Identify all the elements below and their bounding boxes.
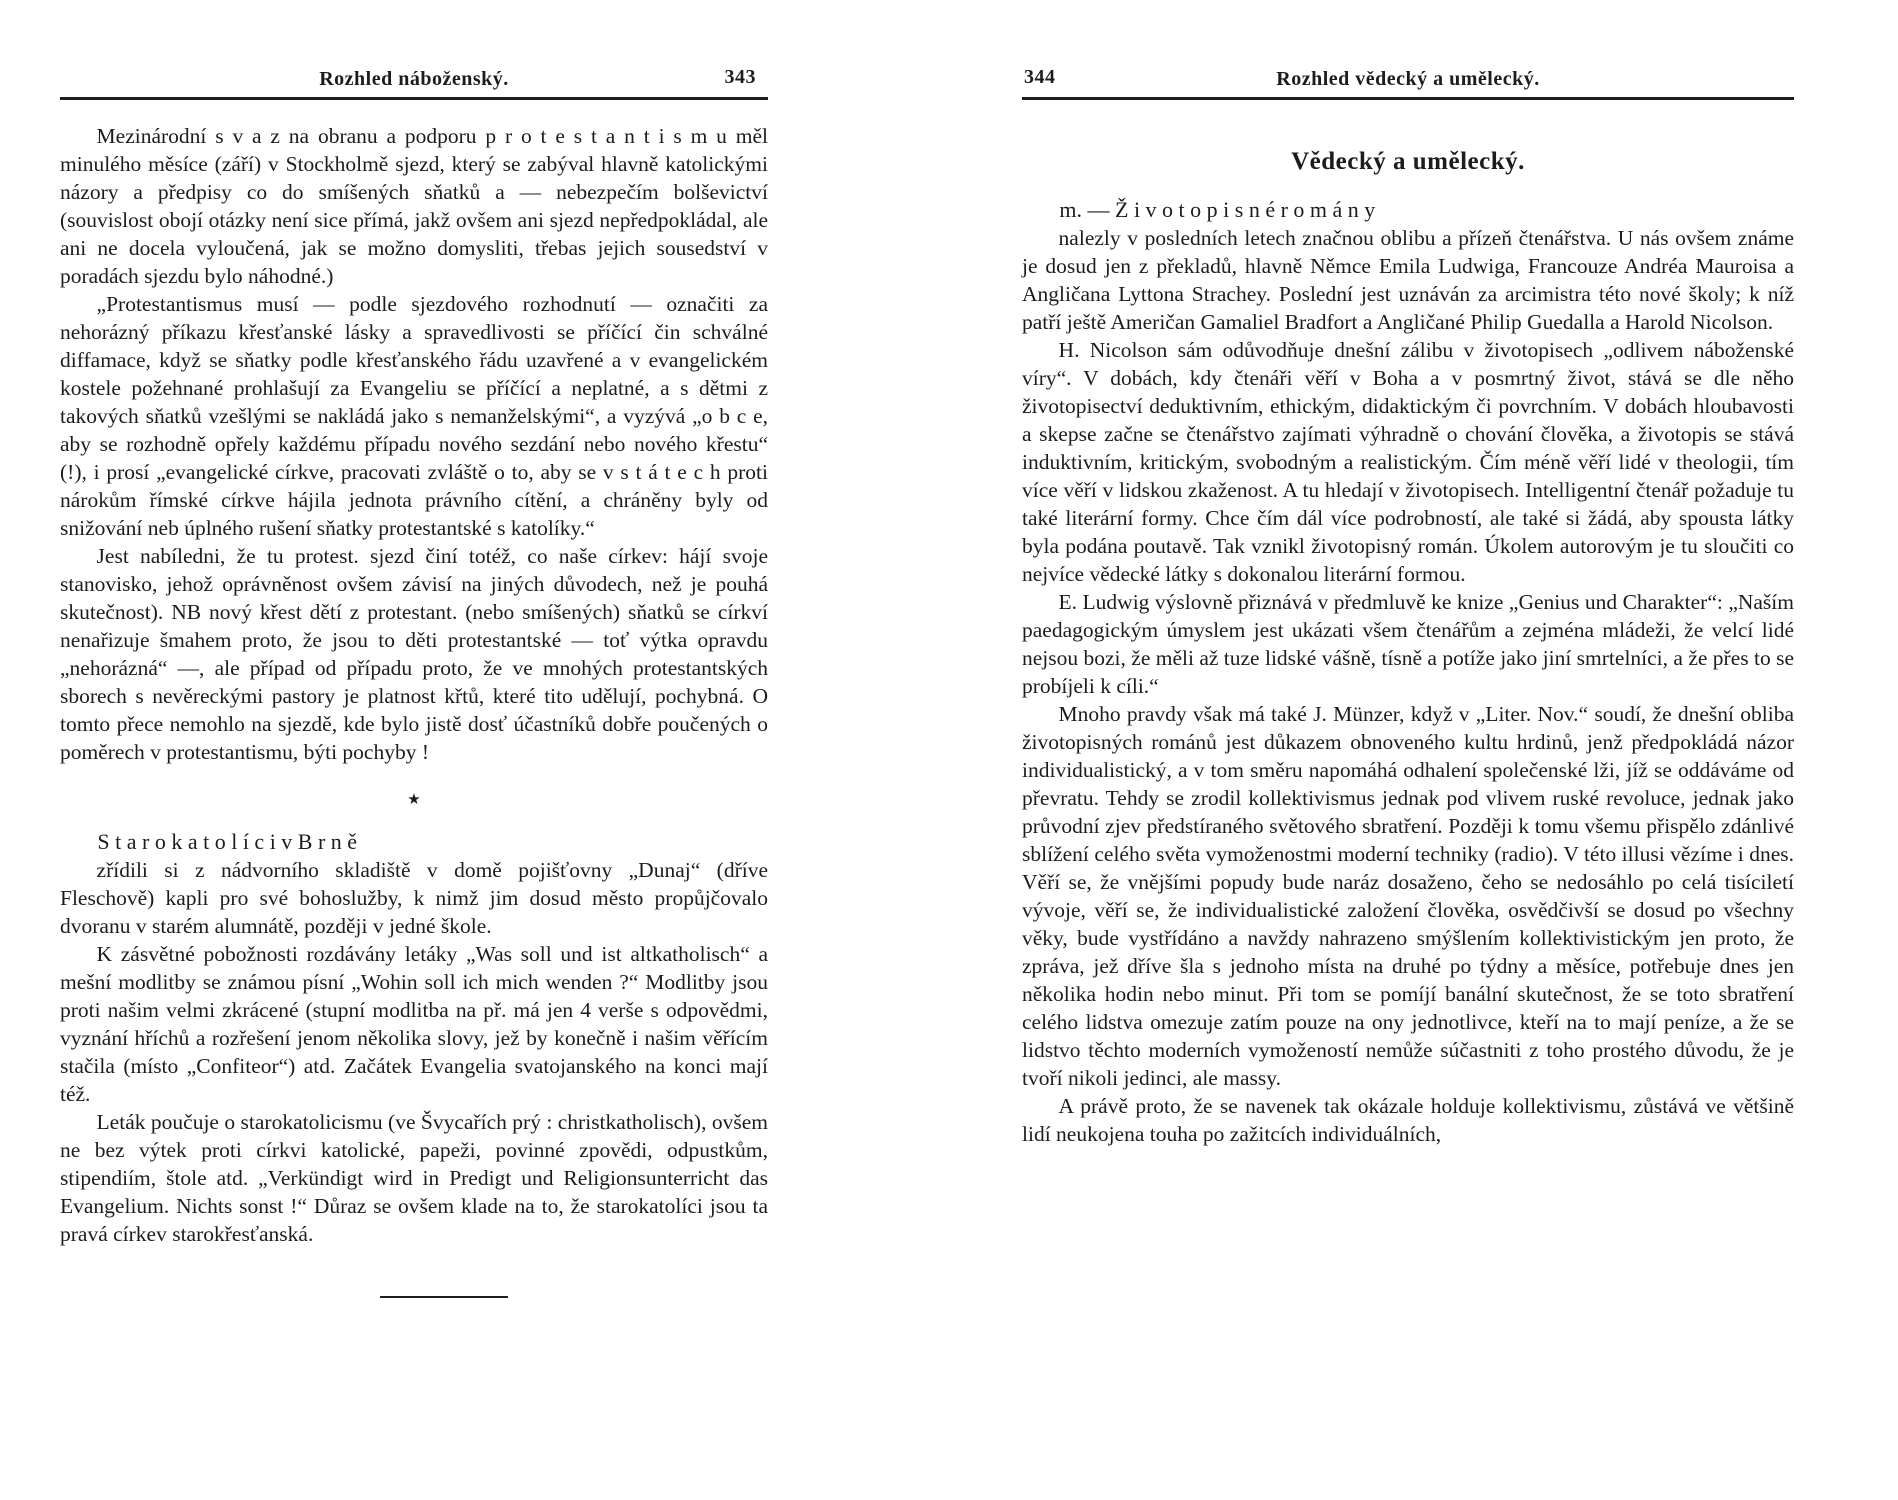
section-heading-starokatolici: S t a r o k a t o l í c i v B r n ě bbox=[97, 829, 358, 854]
left-body-text bbox=[60, 122, 768, 1298]
right-page-number: 344 bbox=[1024, 66, 1056, 88]
left-running-header bbox=[60, 64, 768, 96]
right-body-text bbox=[1022, 148, 1794, 1148]
paragraph: Mnoho pravdy však má také J. Münzer, když v „Liter. Nov.“ soudí, že dnešní obliba životopisných románů jest důkazem obnoveného kultu hrdinů, jenž předpokládá názor individualistický, a v tom směru napomáhá odhalení společenské lži, jíž se oddáváme od převratu. Tehdy se zrodil kollektivismus jednak pod vlivem ruské revoluce, jednak jako průvodní zjev předstíraného světového sbratření. Později k tomu všemu přispělo zdánlivé sblížení celého světa vymoženostmi moderní techniky (radio). V této illusi vězíme i dnes. Věří se, že vnějšími popudy bude naráz dosaženo, čeho se nedosáhlo po celá tisíciletí vývoje, věří se, že individualistické založení člověka, osvědčivší se dosud po všechny věky, bude vystřídáno a navždy nahrazeno smýšlením kollektivistickým jen proto, že zpráva, jež dříve šla s jednoho místa na druhé po týdny a měsíce, potřebuje dnes jen několika hodin nebo minut. Při tom se pomíjí banální skutečnost, že se toto sbratření celého lidstva omezuje zatím pouze na ony jednotlivce, kteří na to mají peníze, a že se lidstvo těchto moderních vymožeností nemůže súčastniti z toho prostého důvodu, že je tvoří nikoli jedinci, ale massy. bbox=[1022, 702, 1794, 1090]
right-header-title: Rozhled vědecký a umělecký. bbox=[1276, 68, 1540, 90]
paragraph: Mezinárodní s v a z na obranu a podporu p r o t e s t a n t i s m u měl minulého měsíce (září) v Stockholmě sjezd, který se zabýval hlavně katolickými názory a předpisy co do smíšených sňatků a — nebezpečím bolševictví (souvislost obojí otázky není sice přímá, jakž ovšem ani sjezd nepředpokládal, ale ani ne docela vyloučená, jak se možno domysliti, třebas jejich sousedství v poradách sjezdu bylo náhodné.) bbox=[60, 124, 768, 288]
paragraph: A právě proto, že se navenek tak okázale holduje kollektivismu, zůstává ve většině lidí neukojena touha po zažitcích individuálních, bbox=[1022, 1094, 1794, 1146]
right-column bbox=[1022, 64, 1794, 1148]
star-separator-icon: ★ bbox=[407, 792, 421, 808]
right-header-rule bbox=[1022, 97, 1794, 100]
paragraph: H. Nicolson sám odůvodňuje dnešní zálibu v životopisech „odlivem náboženské víry“. V dobách, kdy čtenáři věří v Boha a v posmrtný život, stává se dle něho životopisectví deduktivním, ethickým, didaktickým či povrchním. V dobách hloubavosti a skepse začne se čtenářstvo zajímati výhradně o chování člověka, a životopis se stává induktivním, kritickým, svobodným a realistickým. Čím méně věří lidé v theologii, tím více věří v lidskou zkaženost. A tu hledají v životopisech. Intelligentní čtenář požaduje tu také literární formy. Chce čím dál více podrobností, ale také si žádá, aby spousta látky byla podána poutavě. Tak vznikl životopisný román. Úkolem autorovým je tu sloučiti co nejvíce vědecké látky s dokonalou literární formou. bbox=[1022, 338, 1794, 586]
right-running-header bbox=[1022, 64, 1794, 96]
paragraph: nalezly v posledních letech značnou oblibu a přízeň čtenářstva. U nás ovšem známe je dosud jen z překladů, hlavně Němce Emila Ludwiga, Francouze Andréa Mauroisa a Angličana Lyttona Strachey. Poslední jest uznáván za arcimistra této nové školy; k níž patří ještě Američan Gamaliel Bradfort a Angličané Philip Guedalla a Harold Nicolson. bbox=[1022, 226, 1794, 334]
paragraph: Jest nabíledni, že tu protest. sjezd činí totéž, co naše církev: hájí svoje stanovisko, jehož oprávněnost ovšem závisí na jiných důvodech, než je pouhá skutečnost). NB nový křest dětí z protestant. (nebo smíšených) sňatků se církví nenařizuje šmahem proto, že jsou to děti protestantské — toť výtka opravdu „nehorázná“ —, ale případ od případu proto, že ve mnohých protestantských sborech s nevěreckými pastory je platnost křtů, které tito udělují, pochybná. O tomto přece nemohlo na sjezdě, kde bylo jistě dosť účastníků dobře poučených o poměrech v protestantismu, býti pochyby ! bbox=[60, 544, 768, 764]
left-page-number: 343 bbox=[724, 66, 756, 88]
left-end-rule bbox=[380, 1296, 508, 1298]
section-title-vedecky-a-umelecky: Vědecký a umělecký. bbox=[1291, 148, 1525, 175]
paragraph: K zásvětné pobožnosti rozdávány letáky „Was soll und ist altkatholisch“ a mešní modlitby se známou písní „Wohin soll ich mich wenden ?“ Modlitby jsou proti našim velmi zkrácené (stupní modlitba na př. má jen 4 verše s odpovědmi, vyznání hříchů a rozřešení jenom několika slovy, jež by konečně i našim věřícím stačila (místo „Confiteor“) atd. Začátek Evangelia svatojanského na konci mají též. bbox=[60, 942, 768, 1106]
article-byline: m. — Ž i v o t o p i s n é r o m á n y bbox=[1059, 197, 1376, 222]
paragraph: E. Ludwig výslovně přiznává v předmluvě ke knize „Genius und Charakter“: „Naším paedagogickým úmyslem jest ukázati všem čtenářům a zejména mládeži, že velcí lidé nejsou bozi, že měli až tuze lidské vášně, tísně a potíže jako jiní smrtelníci, a že přes to se probíjeli k cíli.“ bbox=[1022, 590, 1794, 698]
left-column bbox=[60, 64, 768, 1298]
paragraph: Leták poučuje o starokatolicismu (ve Švycařích prý : christkatholisch), ovšem ne bez výtek proti církvi katolické, papeži, povinné zpovědi, odpustkům, stipendiím, štole atd. „Verkündigt wird in Predigt und Religionsunterricht das Evangelium. Nichts sonst !“ Důraz se ovšem klade na to, že starokatolíci jsou ta pravá církev starokřesťanská. bbox=[60, 1110, 768, 1246]
paragraph: „Protestantismus musí — podle sjezdového rozhodnutí — označiti za nehorázný příkazu křesťanské lásky a spravedlivosti se příčící čin schválné diffamace, když se sňatky podle křesťanského řádu uzavřené a v evangelickém kostele požehnané prohlašují za Evangeliu se příčící a neplatné, a s dětmi z takových sňatků vzešlými se nakládá jako s nemanželskými“, a vyzývá „o b c e, aby se rozhodně opřely každému případu nového sezdání nebo nového křestu“ (!), i prosí „evangelické církve, pracovati zvláště o to, aby se v s t á t e c h proti nárokům římské církve hájila jednota právního cítění, a chráněny byly od snižování neb úplného rušení sňatky protestantské s katolíky.“ bbox=[60, 292, 768, 540]
left-header-title: Rozhled náboženský. bbox=[319, 68, 509, 90]
paragraph: zřídili si z nádvorního skladiště v domě pojišťovny „Dunaj“ (dříve Fleschově) kapli pro své bohoslužby, k nimž jim dosud město propůjčovalo dvoranu v starém alumnátě, později v jedné škole. bbox=[60, 858, 768, 938]
left-header-rule bbox=[60, 97, 768, 100]
